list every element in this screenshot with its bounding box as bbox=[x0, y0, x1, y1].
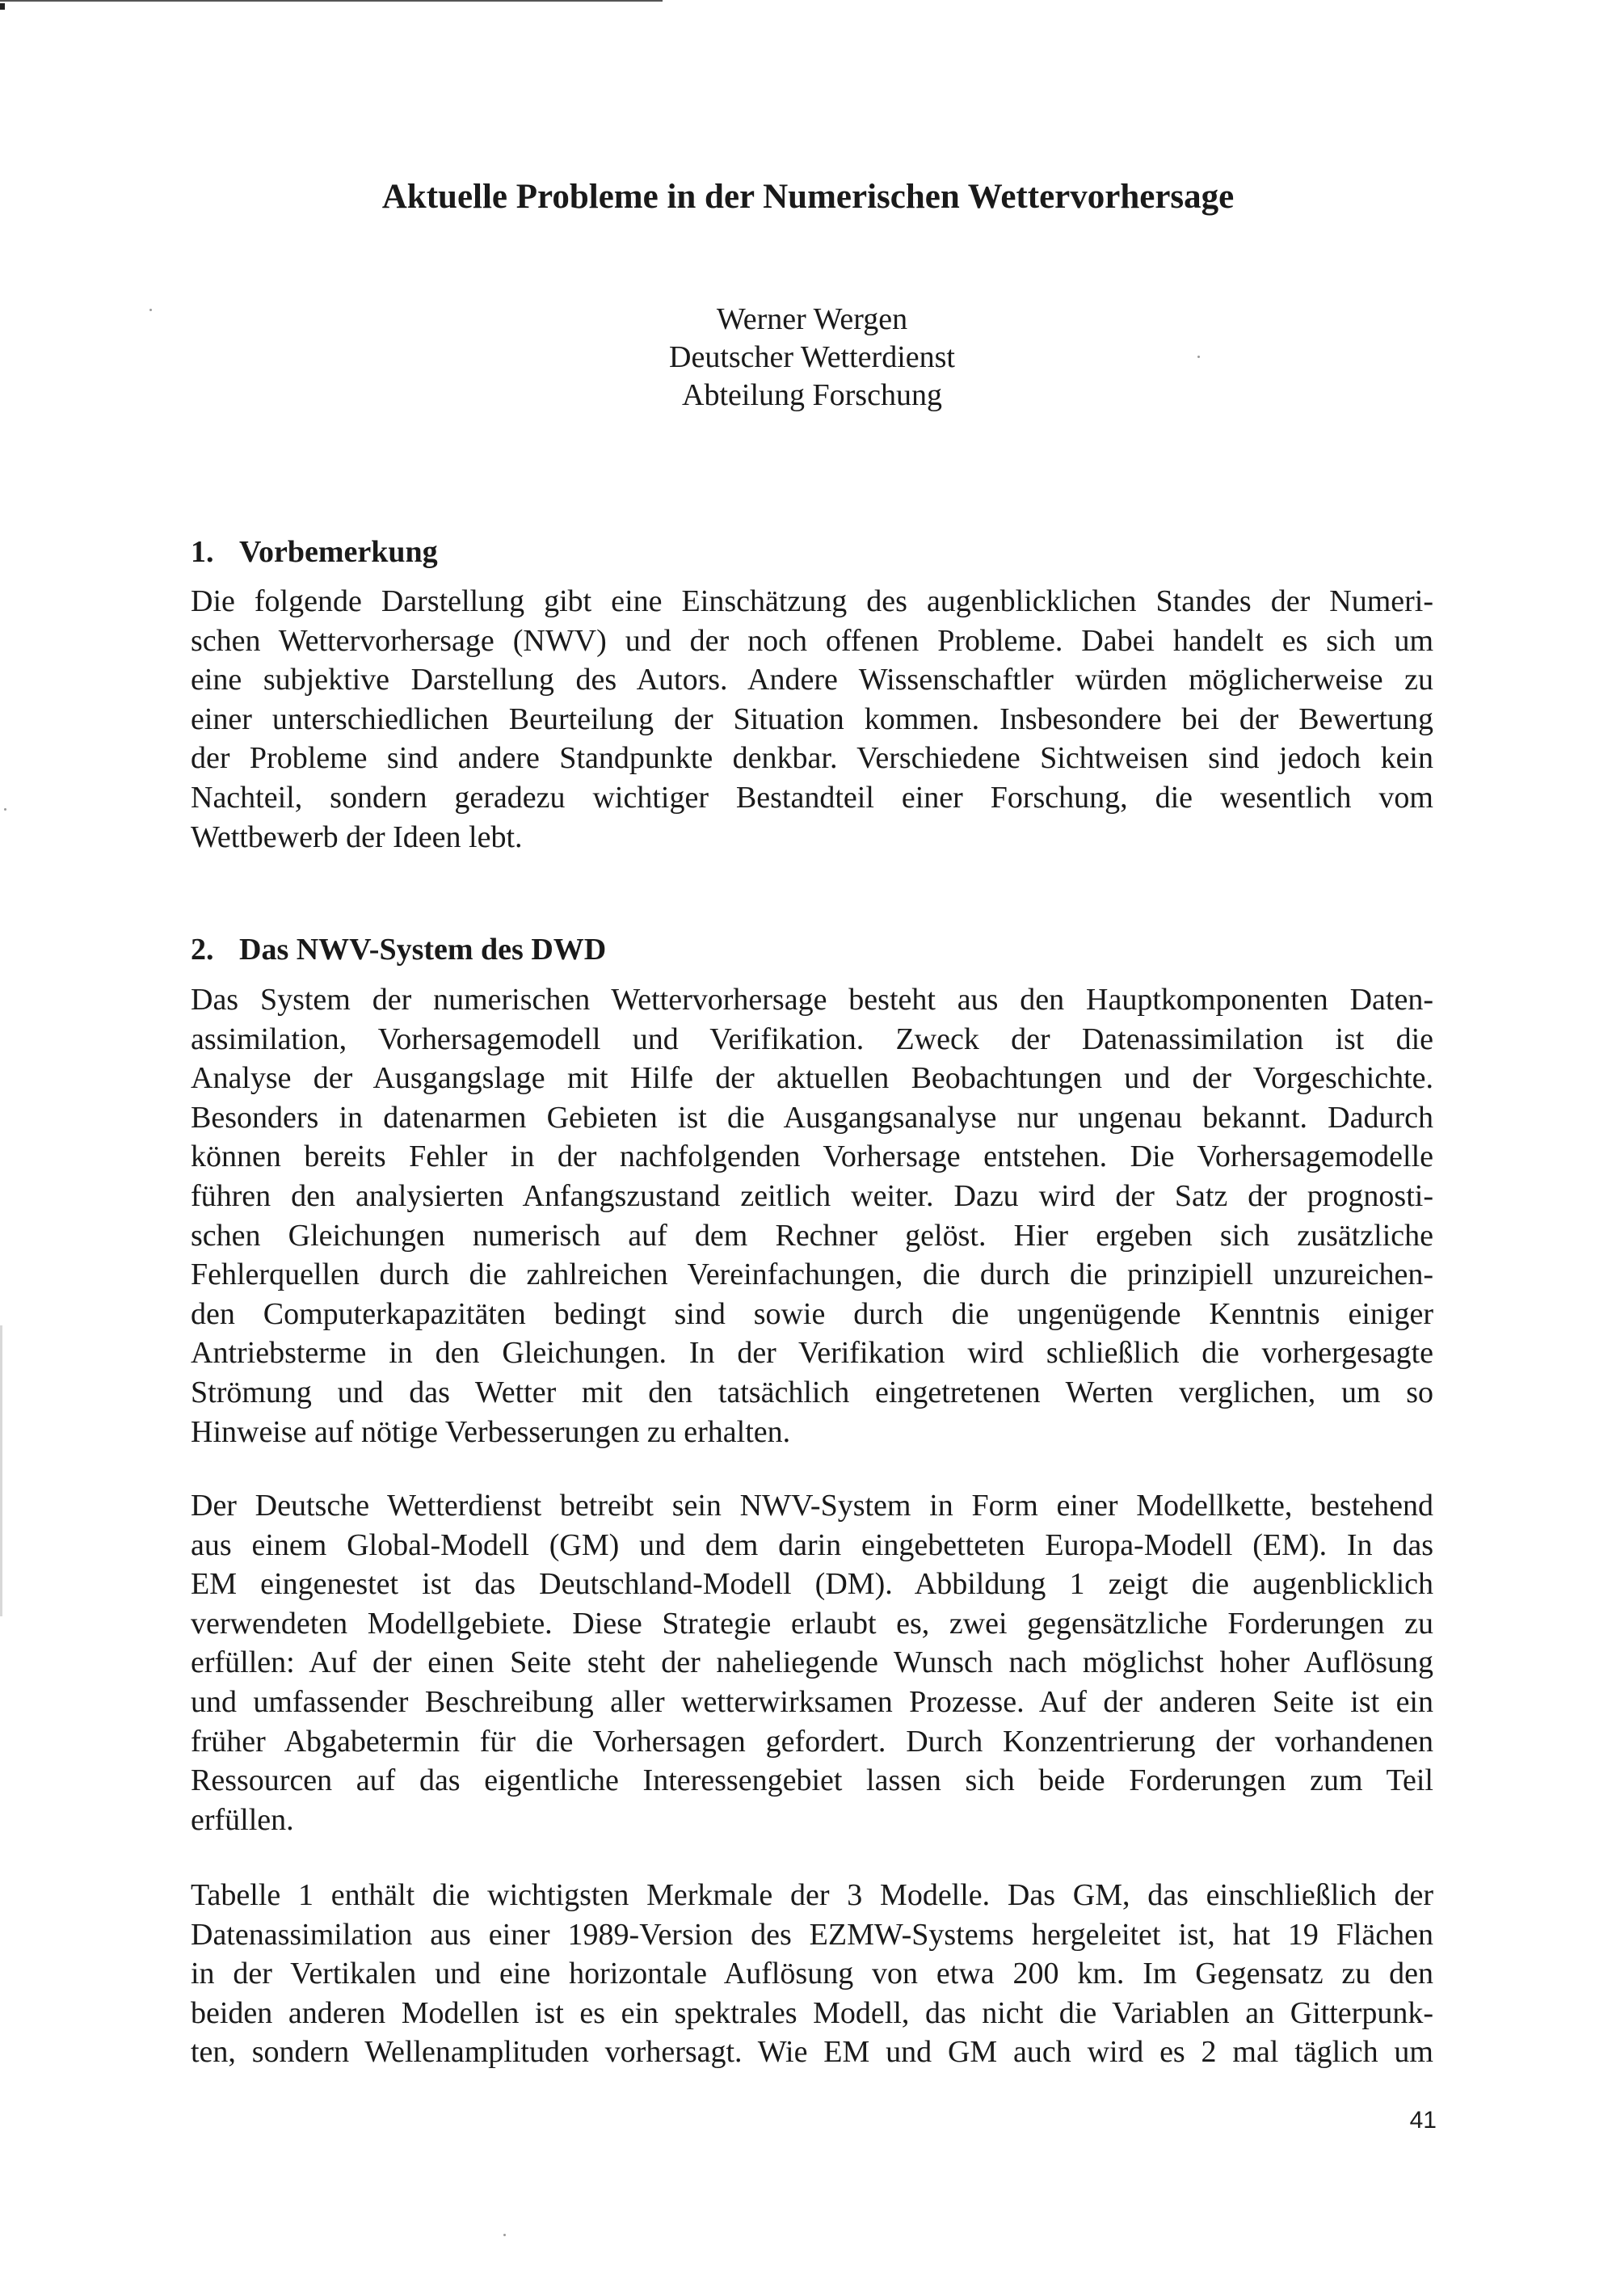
text-line: Wettbewerb der Ideen lebt. bbox=[191, 819, 523, 854]
author-institution: Deutscher Wetterdienst bbox=[669, 340, 955, 374]
text-line: Analyse der Ausgangslage mit Hilfe der aktuellen Beobachtungen und der Vorgeschichte. bbox=[191, 1061, 1433, 1096]
page-number: 41 bbox=[1409, 2107, 1437, 2134]
section-number: 1. bbox=[191, 535, 214, 569]
text-line: schen Wettervorhersage (NWV) und der noch offenen Probleme. Dabei handelt es sich um bbox=[191, 623, 1433, 658]
top-edge-mark bbox=[0, 3, 5, 10]
text-line: Die folgende Darstellung gibt eine Einschätzung des augenblicklichen Standes der Numeri- bbox=[191, 584, 1433, 618]
text-line: verwendeten Modellgebiete. Diese Strategie erlaubt es, zwei gegensätzliche Forderungen zu bbox=[191, 1606, 1433, 1641]
top-edge-rule bbox=[0, 0, 663, 2]
author-name: Werner Wergen bbox=[716, 302, 908, 336]
text-line: Antriebsterme in den Gleichungen. In der Verifikation wird schließlich die vorhergesagte bbox=[191, 1336, 1433, 1371]
paragraph-nwv-system-1 bbox=[191, 980, 1433, 1451]
section-heading-vorbemerkung bbox=[191, 537, 438, 567]
paragraph-nwv-system-3 bbox=[191, 1876, 1433, 2072]
text-line: Strömung und das Wetter mit den tatsächlich eingetretenen Werten verglichen, um so bbox=[191, 1375, 1433, 1409]
text-line: schen Gleichungen numerisch auf dem Rechner gelöst. Hier ergeben sich zusätzliche bbox=[191, 1218, 1433, 1253]
scan-left-edge-shadow bbox=[0, 1325, 2, 1616]
text-line: führen den analysierten Anfangszustand zeitlich weiter. Dazu wird der Satz der prognosti- bbox=[191, 1178, 1433, 1213]
scan-speck bbox=[503, 2234, 506, 2236]
text-line: ten, sondern Wellenamplituden vorhersagt. Wie EM und GM auch wird es 2 mal täglich um bbox=[191, 2035, 1433, 2070]
text-line: Besonders in datenarmen Gebieten ist die Ausgangsanalyse nur ungenau bekannt. Dadurch bbox=[191, 1100, 1433, 1135]
text-line: früher Abgabetermin für die Vorhersagen gefordert. Durch Konzentrierung der vorhandenen bbox=[191, 1724, 1433, 1759]
scan-speck bbox=[4, 808, 6, 811]
text-line: assimilation, Vorhersagemodell und Verifikation. Zweck der Datenassimilation ist die bbox=[191, 1022, 1433, 1056]
text-line: in der Vertikalen und eine horizontale Auflösung von etwa 200 km. Im Gegensatz zu den bbox=[191, 1957, 1433, 1991]
text-line: Ressourcen auf das eigentliche Interessengebiet lassen sich beide Forderungen zum Teil bbox=[191, 1763, 1433, 1798]
text-line: können bereits Fehler in der nachfolgenden Vorhersage entstehen. Die Vorhersagemodelle bbox=[191, 1140, 1433, 1174]
text-line: beiden anderen Modellen ist es ein spektrales Modell, das nicht die Variablen an Gitterpunk- bbox=[191, 1995, 1433, 2030]
text-line: EM eingenestet ist das Deutschland-Modell (DM). Abbildung 1 zeigt die augenblicklich bbox=[191, 1567, 1433, 1602]
text-line: eine subjektive Darstellung des Autors. Andere Wissenschaftler würden möglicherweise zu bbox=[191, 663, 1433, 697]
text-line: einer unterschiedlichen Beurteilung der Situation kommen. Insbesondere bei der Bewertung bbox=[191, 701, 1433, 736]
paragraph-nwv-system-2 bbox=[191, 1486, 1433, 1839]
text-line: erfüllen. bbox=[191, 1802, 294, 1837]
author-department: Abteilung Forschung bbox=[682, 378, 942, 412]
text-line: den Computerkapazitäten bedingt sind sowie durch die ungenügende Kenntnis einiger bbox=[191, 1296, 1433, 1331]
text-line: Datenassimilation aus einer 1989-Version des EZMW-Systems hergeleitet ist, hat 19 Flächen bbox=[191, 1917, 1433, 1952]
text-line: Das System der numerischen Wettervorhersage besteht aus den Hauptkomponenten Daten- bbox=[191, 983, 1433, 1017]
section-title: Das NWV-System des DWD bbox=[239, 933, 607, 967]
text-line: Tabelle 1 enthält die wichtigsten Merkmale der 3 Modelle. Das GM, das einschließlich der bbox=[191, 1878, 1433, 1912]
text-line: der Probleme sind andere Standpunkte denkbar. Verschiedene Sichtweisen sind jedoch kein bbox=[191, 741, 1433, 776]
text-line: Hinweise auf nötige Verbesserungen zu erhalten. bbox=[191, 1414, 791, 1449]
text-line: und umfassender Beschreibung aller wetterwirksamen Prozesse. Auf der anderen Seite ist ein bbox=[191, 1684, 1433, 1719]
text-line: aus einem Global-Modell (GM) und dem darin eingebetteten Europa-Modell (EM). In das bbox=[191, 1527, 1433, 1562]
section-title: Vorbemerkung bbox=[239, 535, 438, 569]
text-line: Nachteil, sondern geradezu wichtiger Bestandteil einer Forschung, die wesentlich vom bbox=[191, 780, 1433, 815]
paragraph-vorbemerkung bbox=[191, 582, 1433, 857]
text-line: Fehlerquellen durch die zahlreichen Vereinfachungen, die durch die prinzipiell unzureichen- bbox=[191, 1258, 1433, 1292]
text-line: erfüllen: Auf der einen Seite steht der naheliegende Wunsch nach möglichst hoher Auflösung bbox=[191, 1645, 1433, 1680]
section-number: 2. bbox=[191, 933, 214, 967]
document-title: Aktuelle Probleme in der Numerischen Wettervorhersage bbox=[381, 178, 1235, 216]
author-block bbox=[0, 301, 1616, 415]
text-line: Der Deutsche Wetterdienst betreibt sein NWV-System in Form einer Modellkette, bestehend bbox=[191, 1489, 1433, 1523]
section-heading-nwv-system bbox=[191, 934, 606, 965]
